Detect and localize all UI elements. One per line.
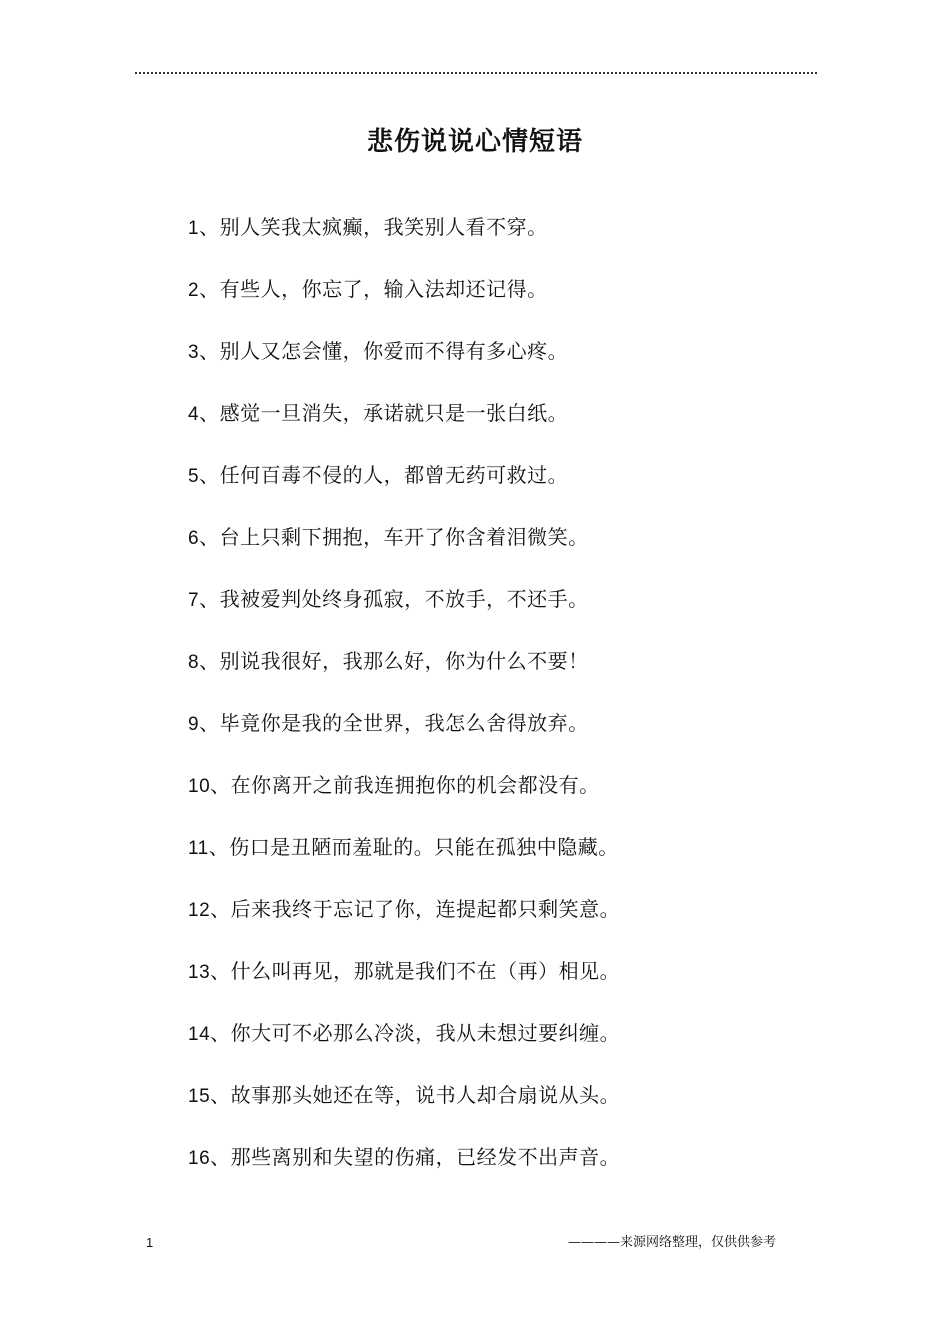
list-item: [188, 834, 620, 896]
item-text: 毕竟你是我的全世界，我怎么舍得放弃。: [219, 711, 589, 735]
item-number: 13: [188, 962, 211, 983]
item-separator: 、: [199, 711, 220, 735]
item-text: 那些离别和失望的伤痛，已经发不出声音。: [230, 1145, 621, 1169]
item-separator: 、: [199, 649, 220, 673]
item-number: 10: [188, 776, 211, 797]
item-number: 2: [188, 280, 200, 301]
list-item: [188, 896, 620, 958]
page-number: 1: [146, 1235, 154, 1250]
item-text: 别人又怎会懂，你爱而不得有多心疼。: [219, 339, 569, 363]
header-dotted-rule: [135, 72, 817, 74]
list-item: [188, 524, 620, 586]
item-number: 1: [188, 218, 200, 239]
list-item: [188, 710, 620, 772]
page-title: 悲伤说说心情短语: [366, 127, 583, 157]
item-number: 9: [188, 714, 200, 735]
list-item: [188, 1144, 620, 1206]
list-item: [188, 400, 620, 462]
item-number: 8: [188, 652, 200, 673]
item-text: 在你离开之前我连拥抱你的机会都没有。: [230, 773, 600, 797]
item-text: 别说我很好，我那么好，你为什么不要！: [219, 649, 589, 673]
item-number: 15: [188, 1086, 211, 1107]
item-number: 6: [188, 528, 200, 549]
item-separator: 、: [210, 959, 231, 983]
item-separator: 、: [210, 1021, 231, 1045]
item-separator: 、: [199, 339, 220, 363]
item-number: 5: [188, 466, 200, 487]
list-item: [188, 648, 620, 710]
item-separator: 、: [199, 401, 220, 425]
list-item: [188, 338, 620, 400]
item-number: 14: [188, 1024, 211, 1045]
item-separator: 、: [208, 835, 230, 859]
list-item: [188, 462, 620, 524]
item-separator: 、: [199, 215, 220, 239]
item-separator: 、: [199, 277, 220, 301]
item-text: 任何百毒不侵的人，都曾无药可救过。: [219, 463, 569, 487]
list-item: [188, 1020, 620, 1082]
item-separator: 、: [210, 1145, 231, 1169]
item-text: 伤口是丑陋而羞耻的。只能在孤独中隐藏。: [229, 835, 619, 859]
item-text: 台上只剩下拥抱，车开了你含着泪微笑。: [219, 525, 589, 549]
item-number: 7: [188, 590, 200, 611]
item-separator: 、: [210, 1083, 231, 1107]
item-number: 11: [188, 838, 209, 859]
list-item: [188, 772, 620, 834]
list-item: [188, 1082, 620, 1144]
item-text: 你大可不必那么冷淡，我从未想过要纠缠。: [230, 1021, 621, 1045]
item-text: 别人笑我太疯癫，我笑别人看不穿。: [219, 215, 548, 239]
item-separator: 、: [199, 463, 220, 487]
item-separator: 、: [210, 773, 231, 797]
list-item: [188, 586, 620, 648]
item-text: 我被爱判处终身孤寂，不放手，不还手。: [219, 587, 589, 611]
item-text: 有些人，你忘了，输入法却还记得。: [219, 277, 548, 301]
item-text: 故事那头她还在等，说书人却合扇说从头。: [230, 1083, 621, 1107]
item-text: 什么叫再见，那就是我们不在（再）相见。: [230, 959, 621, 983]
item-separator: 、: [199, 587, 220, 611]
item-text: 后来我终于忘记了你，连提起都只剩笑意。: [230, 897, 621, 921]
item-number: 12: [188, 900, 211, 921]
list-item: [188, 214, 620, 276]
phrase-list: [188, 214, 620, 1206]
list-item: [188, 276, 620, 338]
item-number: 3: [188, 342, 200, 363]
item-text: 感觉一旦消失，承诺就只是一张白纸。: [219, 401, 569, 425]
list-item: [188, 958, 620, 1020]
item-separator: 、: [199, 525, 220, 549]
item-number: 4: [188, 404, 200, 425]
item-number: 16: [188, 1148, 211, 1169]
source-note: ————来源网络整理，仅供供参考: [567, 1235, 776, 1250]
item-separator: 、: [210, 897, 231, 921]
